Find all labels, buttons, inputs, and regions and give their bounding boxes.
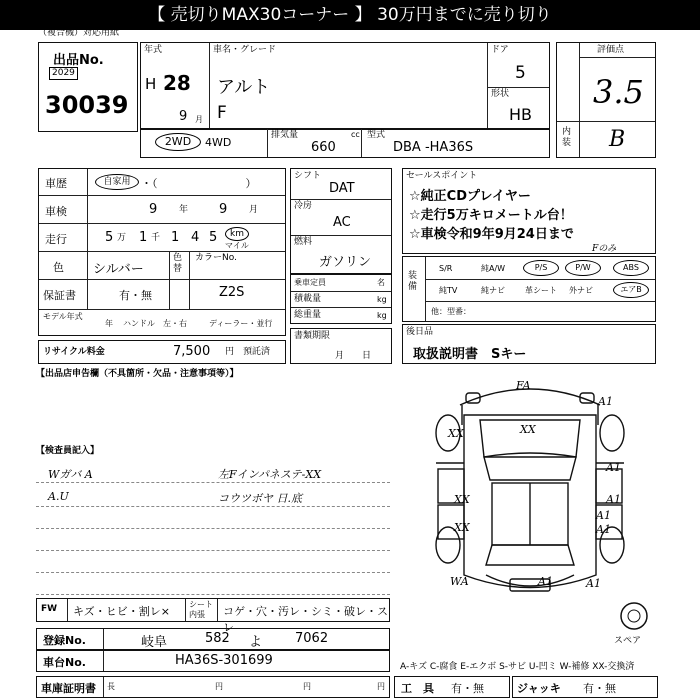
recycle-label: リサイクル料金: [43, 347, 105, 357]
year-value: 28: [163, 71, 191, 95]
accessories-label: 後日品: [406, 327, 434, 337]
mark-right-quarter: A1: [596, 523, 611, 536]
equip-pw: P/W: [565, 260, 601, 276]
equip-ext-navi: 外ナビ: [569, 286, 593, 295]
registration-class: 582: [205, 631, 230, 646]
score-label: 評価点: [597, 45, 625, 55]
year-era: H: [145, 75, 157, 93]
registration-kana: よ: [249, 635, 263, 650]
store-note-label: 【出品店申告欄（不具箇所・欠品・注意事項等）】: [36, 369, 239, 379]
sales-points-label: セールスポイント: [406, 171, 478, 181]
model-year-label: モデル年式: [43, 312, 83, 321]
equip-ps: P/S: [523, 260, 559, 276]
mileage-digit-2: 1: [139, 230, 148, 245]
history-selected: 自家用: [95, 174, 139, 190]
drive-row: [140, 128, 550, 158]
doors-value: 5: [515, 63, 526, 83]
month-unit: 月: [195, 115, 203, 124]
equip-alloy: 純A/W: [481, 264, 506, 273]
mark-rear-right: A1: [586, 577, 601, 590]
weight-label: 総重量: [294, 310, 322, 320]
inspector-note-2: A.U: [48, 490, 69, 503]
registration-number: 7062: [295, 631, 329, 646]
displacement-label: 排気量: [271, 130, 299, 140]
equip-abs: ABS: [613, 260, 649, 276]
sales-point-2: ☆走行5万キロメートル台！: [409, 208, 573, 223]
inspection-year-unit: 年: [179, 205, 189, 215]
corner-banner: 【 売切りMAX30コーナー 】 30万円までに売り切り: [0, 0, 700, 30]
model-label: 車名・グレード: [213, 45, 277, 55]
mark-front-right: A1: [598, 395, 613, 408]
model-name: アルト: [217, 77, 271, 98]
documents-label: 書類期限: [294, 331, 331, 341]
mileage-km: km: [225, 227, 249, 241]
mileage-digit-1: 5: [105, 230, 114, 245]
mark-left-door: XX: [454, 493, 470, 506]
model-year-unit: 年: [105, 319, 113, 328]
ac-label: 冷房: [294, 201, 313, 211]
spec-box: [290, 168, 392, 274]
inspection-month: 9: [219, 202, 228, 217]
drive-2wd: 2WD: [155, 133, 201, 151]
interior-label: 内装: [562, 127, 572, 148]
color-change-label: 色替: [173, 253, 183, 274]
lot-label: 出品No.: [53, 53, 104, 68]
chassis-row: [36, 650, 390, 672]
mark-right-front: A1: [606, 461, 621, 474]
model-code-value: DBA -HA36S: [393, 140, 474, 155]
inspector-label: 【検査員記入】: [36, 446, 100, 456]
equip-airbag: エアB: [613, 282, 649, 298]
mileage-digit-5: 5: [209, 230, 218, 245]
model-grade: F: [217, 103, 227, 123]
tools-label: 工 具: [401, 682, 434, 695]
mark-right-door: A1: [606, 493, 621, 506]
equip-sr: S/R: [439, 264, 453, 273]
mileage-unit-sen: 千: [151, 233, 161, 243]
lot-stamp: 2029: [49, 67, 78, 80]
inspector-note-1: Wガバ A: [48, 468, 93, 481]
details-box: [38, 168, 286, 336]
capacity-unit: 名: [377, 278, 385, 287]
load-label: 積載量: [294, 294, 322, 304]
registration-row: [36, 628, 390, 650]
recycle-note: 預託済: [243, 347, 271, 357]
equip-tv: 純TV: [439, 286, 458, 295]
shape-label: 形状: [491, 89, 510, 99]
chassis-value: HA36S-301699: [175, 653, 273, 668]
inspection-month-unit: 月: [249, 205, 259, 215]
equip-leather: 革シート: [525, 286, 557, 295]
damage-legend: A-キズ C-腐食 E-エクボ S-サビ U-凹ミ W-補修 XX-交換済: [400, 662, 635, 672]
fw-items: キズ・ヒビ・割レ×: [73, 605, 170, 618]
seat-label: シート内張: [189, 600, 213, 619]
color-code-label: カラーNo.: [195, 253, 237, 263]
capacity-box: [290, 274, 392, 324]
model-code-label: 型式: [367, 130, 386, 140]
inspection-label: 車検: [45, 205, 67, 218]
sales-point-3: ☆車検令和9年9月24日まで: [409, 227, 574, 242]
spare-label: スペア: [614, 636, 642, 646]
cert-label: 車庫証明書: [41, 682, 96, 695]
accessories-value: 取扱説明書 Sキー: [413, 347, 527, 362]
warranty-value: 有・無: [119, 289, 152, 302]
lot-box: [38, 42, 138, 132]
mark-hood: XX: [520, 423, 536, 436]
color-code: Z2S: [219, 285, 245, 300]
inspector-note-4: コウツボヤ 日.底: [218, 492, 302, 505]
cc-unit: cc: [351, 130, 360, 139]
jack-label: ジャッキ: [517, 682, 561, 695]
cert-cell-3: 円: [303, 682, 311, 691]
mileage-digit-4: 4: [191, 230, 200, 245]
fuel-value: ガソリン: [319, 255, 372, 270]
sales-points-box: [402, 168, 656, 254]
chassis-label: 車台No.: [43, 656, 86, 669]
damage-diagram: [400, 375, 660, 615]
shift-value: DAT: [329, 181, 355, 196]
mark-fender-left: XX: [448, 427, 464, 440]
recycle-value: 7,500: [173, 344, 211, 359]
capacity-label: 乗車定員: [294, 278, 326, 287]
equipment-label: 装備: [408, 271, 418, 292]
header-note: （複合機）対応用紙: [38, 28, 120, 38]
year-month: 9: [179, 109, 188, 124]
cert-cell-2: 円: [215, 682, 223, 691]
fuel-label: 燃料: [294, 237, 313, 247]
year-label: 年式: [144, 45, 163, 55]
recycle-box: [38, 340, 286, 364]
equip-handwritten: Fのみ: [592, 244, 617, 254]
load-unit: kg: [377, 295, 387, 304]
weight-unit: kg: [377, 311, 387, 320]
score-value: 3.5: [593, 73, 644, 111]
color-label: 色: [53, 261, 64, 274]
history-rest: ・（ ）: [141, 177, 257, 190]
mark-rear: A1: [538, 575, 553, 588]
mark-right-rear-door: A1: [596, 509, 611, 522]
history-label: 車歴: [45, 177, 67, 190]
registration-label: 登録No.: [43, 634, 86, 647]
sales-point-1: ☆純正CDプレイヤー: [409, 189, 531, 204]
equipment-box: [402, 256, 656, 322]
seat-items: コゲ・穴・汚レ・シミ・破レ・スレ: [223, 605, 388, 634]
displacement-value: 660: [311, 140, 336, 155]
jack-row: [512, 676, 658, 698]
documents-unit: 月 日: [335, 351, 372, 361]
warranty-label: 保証書: [43, 289, 76, 302]
doors-label: ドア: [491, 45, 509, 55]
tools-value: 有・無: [451, 682, 484, 695]
color-value: シルバー: [93, 262, 144, 277]
documents-box: [290, 328, 392, 364]
inspector-note-3: 左Fインパネステ-XX: [218, 468, 322, 481]
cert-cell-4: 円: [377, 682, 385, 691]
score-box: [556, 42, 656, 158]
mark-left-rear: XX: [454, 521, 470, 534]
equip-navi: 純ナビ: [481, 286, 505, 295]
handle-side: ハンドル 左・右: [123, 319, 187, 328]
inspection-year: 9: [149, 202, 158, 217]
registration-place: 岐阜: [141, 635, 168, 650]
vehicle-box: [140, 42, 550, 130]
mileage-unit-man: 万: [117, 233, 127, 243]
tools-row: [394, 676, 510, 698]
mileage-digit-3: 1: [171, 230, 180, 245]
equip-other: 他：型番：: [431, 307, 471, 316]
drive-4wd: 4WD: [205, 136, 232, 149]
mileage-label: 走行: [45, 233, 67, 246]
mark-front: FA: [516, 379, 531, 392]
accessories-box: [402, 324, 656, 364]
mileage-mile: マイル: [225, 241, 249, 250]
cert-cell-1: 長: [107, 682, 115, 691]
fw-row: [36, 598, 390, 634]
shift-label: シフト: [294, 171, 322, 181]
shape-value: HB: [509, 105, 533, 124]
jack-value: 有・無: [583, 682, 616, 695]
spare-tire-icon: [618, 600, 650, 632]
cert-row: [36, 676, 390, 698]
interior-value: B: [609, 127, 626, 152]
ac-value: AC: [333, 215, 351, 230]
fw-label: FW: [41, 604, 58, 614]
recycle-unit: 円: [225, 347, 235, 357]
lot-number: 30039: [45, 91, 129, 119]
mark-rear-left: WA: [450, 575, 469, 588]
dealer-type: ディーラー・並行: [209, 319, 273, 328]
